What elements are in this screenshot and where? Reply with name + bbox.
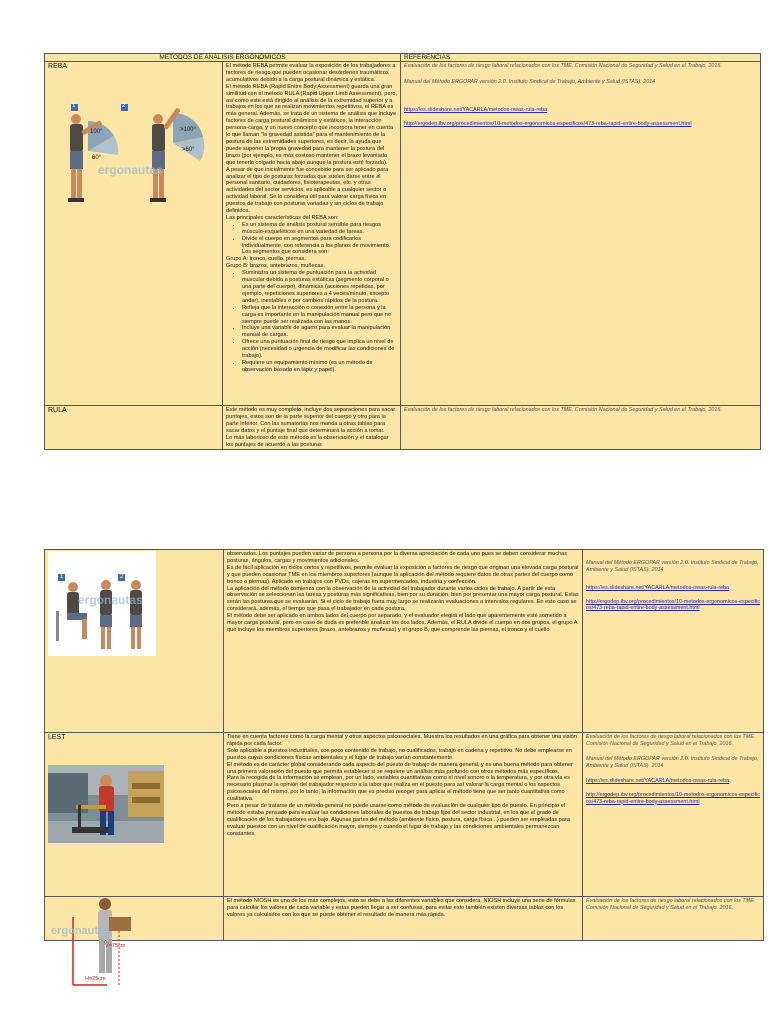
paragraph: Pero a pesar de tratarse de un método general no puede usarse como método de evaluación de cualquier tipo de puesto. En principio el método estaba pensado para evaluar las condiciones laborales de puestos de trabajo fijos del sector industrial, en los que el grado de cualificación de los trabajadores era bajo. Algunas partes del método (ambiente físico, postura, carga física...) pueden ser empleadas para evaluar puestos con un nivel de cualificación mayor, siempre y cuando el lugar de trabajo y las condiciones ambientales permanezcan constantes. — [227, 803, 570, 837]
warehouse-worker-photo — [48, 765, 164, 843]
rula-description-cell — [223, 406, 401, 450]
group-a-text: Grupo A: tronco, cuello, piernas. — [226, 256, 306, 263]
rula-figure-cell — [45, 550, 224, 733]
features-list — [226, 222, 397, 257]
list-item: • Es un sistema de análisis postural sensible para riesgos músculo-esqueléticos en una variedad de tareas. — [242, 222, 397, 236]
niosh-figure — [47, 897, 147, 989]
paragraph: El método REBA (Rapid Entire Body Assessment) guarda una gran similitud con el método RULA (Rapid Upper Limb Assessment), pero, así como este está dirigido al análisis de la extremidad superior y a trabajos en los que se realizan movimientos repetitivos, el REBA es más general. Además, se trata de un sistema de análisis que incluye factores de carga postural dinámicos y estáticos, la interacción persona-carga, y un nuevo concepto que incorpora tener en cuenta lo que llaman "la gravedad asistida" para el mantenimiento de la postura de las extremidades superiores, es decir, la ayuda que puede suponer la propia gravedad para mantener la postura del brazo (por ejemplo, es más costoso mantener el brazo levantado que tenerlo colgado hacia abajo aunque la postura esté forzada). — [226, 83, 397, 166]
vertical-distance-label: V=75cm — [105, 943, 126, 949]
reference-text: Evaluación de los factores de riesgo laboral relacionados con los TME. Comisión Nacional de Seguridad y Salud en el Trabajo. 2016. — [586, 898, 756, 911]
lest-references-cell — [583, 733, 764, 897]
reference-link[interactable]: http://ergodep.ibv.org/procedimientos/10-metodos-ergonomicos-especificos/473-reba-rapid-entire-body-assessment.html — [404, 120, 692, 127]
paragraph: observadas. Los puntajes pueden variar de persona a persona por la diversa apreciación de cada uno pues se deben considerar muchas posturas, ángulos, cargas y movimientos adicionales. — [227, 551, 568, 564]
watermark: ergonautas — [51, 925, 111, 937]
angle-label: 100° — [90, 129, 103, 135]
reference-text: Manual del Método ERGOPAR versión 2.0. Instituto Sindical de Trabajo, Ambiente y Salud (ISTAS). 2014 — [586, 756, 759, 769]
methods-table-bottom — [44, 549, 764, 982]
paragraph: El método NIOSH es uno de los más complejos, esto se debe a las diferentes variables que considera. NIOSH incluye una serie de fórmulas para calcular los valores de cada variable y estas pueden llegar a ser confusas, para evitar esto también existen diversas tablas con los valores ya calculados con los que se puede obtener el resultado de manera más rápida. — [227, 898, 576, 918]
angle-label: 60° — [92, 155, 102, 161]
paragraph: Lo más laborioso de este método es la observación y el catalogar los puntajes de acuerdo a las posturas — [226, 434, 389, 448]
niosh-description-cell — [224, 897, 583, 941]
reference-text: Manual del Método ERGOPAR versión 2.0. Instituto Sindical de Trabajo, Ambiente y Salud (ISTAS). 2014 — [404, 78, 656, 85]
reference-link[interactable]: https://es.slideshare.net/YACARLA/metodos-owas-rula-reba — [404, 107, 548, 114]
figure-badge-2: 2 — [120, 574, 124, 580]
paragraph: A pesar de que inicialmente fue concebido para ser aplicado para analizar el tipo de posturas forzadas que suelen darse entre el personal sanitario, cuidadores, fisioterapeutas, etc. y otras actividades del sector servicios, es aplicable a cualquier sector o actividad laboral. Se lo considera útil para valorar carga física en puestos de trabajo con posturas variadas y sin ciclos de trabajo definidos. — [226, 166, 389, 215]
niosh-references-cell — [583, 897, 764, 941]
niosh-figure-cell — [45, 897, 224, 982]
paragraph: Para la recogida de la información se emplean, por un lado, variables cuantitativas como el nivel sonoro o la temperatura, y por otra vía es necesario plasmar la opinión del trabajador respecto a la labor que realiza en el puesto para así valorar la carga mental o los aspectos psicosociales del mismo, por lo tanto, la información que es preciso recoger para aplicar el método tiene que ser tanto cuantitativa como cualitativa. — [227, 775, 570, 803]
reference-link[interactable]: https://es.slideshare.net/YACARLA/metodos-owas-rula-reba — [586, 585, 730, 592]
reba-description-cell — [223, 62, 401, 406]
niosh-row — [45, 897, 764, 941]
paragraph: Solo aplicable a puestos industriales, con poco contenido de trabajo, no cualificados, trabajo en cadena y repetitivo. No debe emplearse en puestos cuyas condiciones físicas ambientales y el lugar de trabajo varían constantemente. — [227, 747, 572, 761]
reference-link[interactable]: http://ergodep.ibv.org/procedimientos/10-metodos-ergonomicos-especificos/473-reba-rapid-entire-body-assessment.html — [586, 791, 760, 805]
reba-row — [45, 62, 761, 406]
features-list — [226, 270, 397, 374]
paragraph: Las principales características del REBA son: — [226, 214, 339, 221]
method-name: REBA — [48, 63, 68, 70]
lest-row — [45, 733, 764, 897]
reference-text: Evaluación de los factores de riesgo laboral relacionados con los TME. Comisión Nacional de Seguridad y Salud en el Trabajo. 2016. — [586, 734, 756, 747]
watermark: ergonautas — [98, 163, 163, 177]
lest-figure — [48, 765, 164, 843]
method-name: LEST — [48, 734, 66, 741]
reba-figure — [48, 103, 219, 233]
rula-continued-description-cell — [224, 550, 583, 733]
header-refs: REFERENCIAS — [401, 54, 761, 62]
methods-table-top — [44, 53, 761, 450]
header-title: MÉTODOS DE ANÁLISIS ERGONÓMICOS — [45, 54, 401, 62]
figure-badge-1: 1 — [60, 574, 64, 580]
paragraph: El método REBA permite evaluar la exposición de los trabajadores a factores de riesgo que pueden ocasionar desórdenes traumáticos acumulativos debido a la carga postural dinámica y estática. — [226, 63, 396, 83]
paragraph: Tiene en cuenta factores como la carga mental y otros aspectos psicosociales. Muestra los resultados en una gráfica para obtener una visión rápida por cada factor. — [227, 734, 577, 747]
list-item: • Ofrece una puntuación final de riesgo que implica un nivel de acción (necesidad o urgencia de modificar las condiciones de trabajo). — [242, 339, 397, 360]
angle-label: >100° — [180, 127, 196, 133]
rula-references-cell — [401, 406, 761, 450]
paragraph: La aplicación del método comienza con la observación de la actividad del trabajador durante varios ciclos de trabajo. A partir de esta observación se seleccionan las tareas y posturas más significativas, bien por su duración, bien por presentar una mayor carga postural. Estas serán las posturas que se evaluarán. Si el ciclo de trabajo fuera muy largo se realizarán evaluaciones a intervalos regulares. En este caso se considerará, además, el tiempo que pasa el trabajador en cada postura. — [227, 585, 579, 613]
reference-text: Evaluación de los factores de riesgo laboral relacionados con los TME. Comisión Nacional de Seguridad y Salud en el Trabajo. 2016. — [404, 63, 722, 69]
list-item: • Refleja que la interacción o conexión entre la persona y la carga es importante en la manipulación manual pero que no siempre puede ser realizada con las manos. — [242, 305, 397, 326]
rula-method-cell — [45, 406, 223, 450]
reba-method-cell — [45, 62, 223, 406]
figure-badge-2: 2 — [122, 103, 126, 109]
lest-description-cell — [224, 733, 583, 897]
paragraph: El método es de carácter global considerando cada aspecto del puesto de trabajo de manera general, y es una buena método para obtener una primera valoración del puesto que permita establecer si se requiere un análisis más profundo con otros métodos más específicos. — [227, 761, 573, 775]
list-item: • Suministra un sistema de puntuación para la actividad muscular debida a posturas estáticas (segmento corporal o una parte del cuerpo), dinámicas (acciones repetidas, por ejemplo, repeticiones superiores a 4 veces/minuto, excepto andar), inestables o por cambios rápidos de la postura. — [242, 270, 397, 305]
watermark: ergonautas — [78, 593, 143, 607]
reference-link[interactable]: http://ergodep.ibv.org/procedimientos/10-metodos-ergonomicos-especificos/473-reba-rapid-entire-body-assessment.html — [586, 598, 760, 612]
paragraph: Este método es muy completo, incluye dos separaciones para sacar puntajes, estos son de la parte superior del cuerpo y otro para la parte inferior. Con las sumatorias nos manda a otras tablas para sacar datos y el puntaje final que determinará la acción a tomar. — [226, 407, 396, 434]
paragraph: El método debe ser aplicado en ambos lados del cuerpo por separado, y el evaluador elegirá el lado que aparentemente esté sometido a mayor carga postural, pero en caso de duda es preferible analizar los dos lados. Además, el RULA divide el cuerpo en dos grupos, el grupo A que incluye los miembros superiores (brazo, antebrazos y muñecas) y el grupo B, que comprende las piernas, el tronco y el cuello. — [227, 613, 578, 633]
reba-references-cell — [401, 62, 761, 406]
reference-text: Manual del Método ERGOPAR versión 2.0. Instituto Sindical de Trabajo, Ambiente y Salud (ISTAS). 2014 — [586, 560, 759, 573]
figure-badge-1: 1 — [72, 103, 76, 109]
list-item: • Incluye una variable de agarre para evaluar la manipulación manual de cargas. — [242, 325, 397, 339]
lest-method-cell — [45, 733, 224, 897]
rula-figure — [48, 551, 156, 656]
list-item: • Requiere un equipamiento mínimo (es un método de observación basado en lápiz y papel). — [242, 360, 397, 374]
rula-row — [45, 406, 761, 450]
paragraph: Es de fácil aplicación en ciclos cortos y repetitivos, permite evaluar la exposición a factores de riesgo que originan una elevada carga postural y que pueden ocasionar TME en los miembros superiores (aunque la aplicación del método requiere datos de otras partes del cuerpo como tronco o piernas). Aplicado en trabajos con PVDs, cajeras en supermercados, industria y confección. — [227, 564, 579, 585]
method-name: RULA — [48, 407, 67, 414]
rula-continued-row — [45, 550, 764, 733]
list-item: • Divide el cuerpo en segmentos para codificarlos individualmente, con referencia a los planos de movimiento. Los segmentos que considera son: — [242, 236, 397, 257]
header-row — [45, 54, 761, 62]
reference-link[interactable]: https://es.slideshare.net/YACARLA/metodos-owas-rula-reba — [586, 778, 730, 785]
group-b-text: Grupo B: brazos, antebrazos, muñecas. — [226, 263, 325, 270]
rula-continued-references-cell — [583, 550, 764, 733]
angle-label: >60° — [182, 147, 195, 153]
horizontal-distance-label: H=25cm — [85, 976, 106, 982]
reference-text: Evaluación de los factores de riesgo laboral relacionados con los TME. Comisión Nacional de Seguridad y Salud en el Trabajo. 2016. — [404, 407, 722, 413]
